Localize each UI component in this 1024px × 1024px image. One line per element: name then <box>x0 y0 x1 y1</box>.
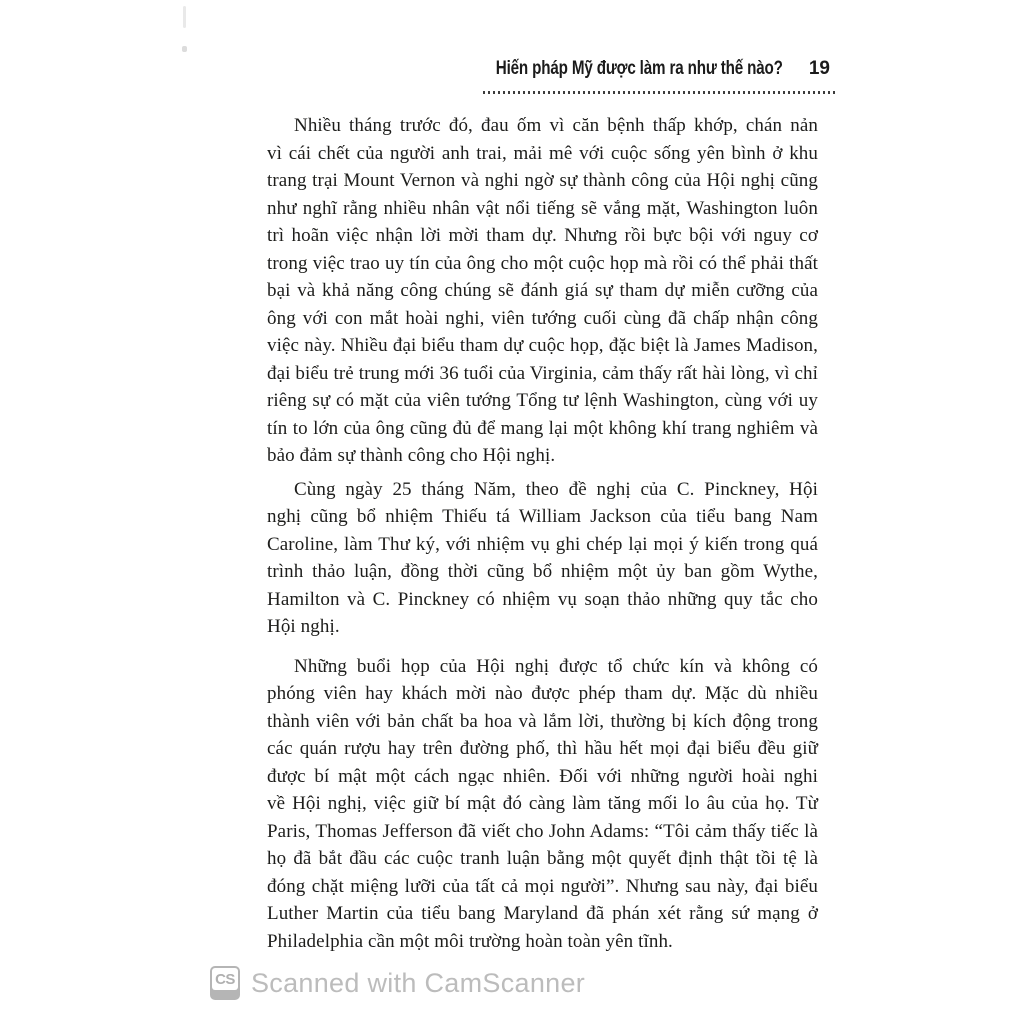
text-line: đại biểu trẻ trung mới 36 tuổi của Virginia, cảm thấy rất hài lòng, vì chỉ <box>267 362 818 384</box>
text-line: Những buổi họp của Hội nghị được tổ chức kín và không có <box>294 655 818 677</box>
text-line: trong việc trao uy tín của ông cho một cuộc họp mà rồi có thể phải thất <box>267 252 818 274</box>
camscanner-label: Scanned with CamScanner <box>251 967 586 998</box>
text-line: Nhiều tháng trước đó, đau ốm vì căn bệnh thấp khớp, chán nản <box>294 115 818 136</box>
text-line: Philadelphia cần một môi trường hoàn toàn yên tĩnh. <box>267 930 673 952</box>
camscanner-logo-text: CS <box>212 968 238 990</box>
text-line: họ đã bắt đầu các cuộc tranh luận bằng một quyết định thật tồi tệ là <box>267 848 818 869</box>
chapter-title: Hiến pháp Mỹ được làm ra như thế nào? <box>495 58 783 79</box>
text-line: vì cái chết của người anh trai, mải mê với cuộc sống yên bình ở khu <box>267 142 818 164</box>
text-line: riêng sự có mặt của viên tướng Tổng tư lệnh Washington, cùng với uy <box>267 390 818 411</box>
dotted-rule <box>483 91 835 94</box>
scan-artifact <box>183 6 186 28</box>
paragraph <box>267 476 818 641</box>
camscanner-watermark <box>210 966 585 1000</box>
text-line: Cùng ngày 25 tháng Năm, theo đề nghị của C. Pinckney, Hội <box>294 478 818 500</box>
paragraph <box>267 112 818 470</box>
page-number: 19 <box>808 58 830 79</box>
text-line: trình thảo luận, đồng thời cũng bổ nhiệm một ủy ban gồm Wythe, <box>267 561 818 582</box>
text-line: bảo đảm sự thành công cho Hội nghị. <box>267 445 556 466</box>
text-line: việc này. Nhiều đại biểu tham dự cuộc họp, đặc biệt là James Madison, <box>267 335 818 356</box>
text-line: về Hội nghị, việc giữ bí mật đó càng làm tăng mối lo âu của họ. Từ <box>267 793 818 814</box>
text-line: Paris, Thomas Jefferson đã viết cho John Adams: “Tôi cảm thấy tiếc là <box>267 820 818 842</box>
text-line: thành viên với bản chất ba hoa và lắm lời, thường bị kích động trong <box>267 710 818 732</box>
text-line: Luther Martin của tiểu bang Maryland đã phán xét rằng sứ mạng ở <box>267 903 818 924</box>
running-head <box>424 58 830 80</box>
text-line: ông với con mắt hoài nghi, viên tướng cuối cùng đã chấp nhận công <box>267 307 818 329</box>
text-line: đóng chặt miệng lưỡi của tất cả mọi người”. Nhưng sau này, đại biểu <box>267 875 818 897</box>
text-line: Hamilton và C. Pinckney có nhiệm vụ soạn thảo những quy tắc cho <box>267 588 818 610</box>
text-block <box>267 112 818 955</box>
text-line: Hội nghị. <box>267 616 340 637</box>
text-line: trang trại Mount Vernon và nghi ngờ sự thành công của Hội nghị cũng <box>267 170 818 191</box>
text-line: như nghĩ rằng nhiều nhân vật nổi tiếng sẽ vắng mặt, Washington luôn <box>267 197 818 219</box>
scan-artifact <box>182 46 187 52</box>
camscanner-logo-icon <box>210 966 240 1000</box>
text-line: các quán rượu hay trên đường phố, thì hầu hết mọi đại biểu đều giữ <box>267 738 818 759</box>
text-line: tín to lớn của ông cũng đủ để mang lại một không khí trang nghiêm và <box>267 417 818 439</box>
text-line: Caroline, làm Thư ký, với nhiệm vụ ghi chép lại mọi ý kiến trong quá <box>267 533 818 555</box>
text-line: phóng viên hay khách mời nào được phép tham dự. Mặc dù nhiều <box>267 683 818 704</box>
text-line: được bí mật một cách ngạc nhiên. Đối với những người hoài nghi <box>267 765 818 787</box>
text-line: nghị cũng bổ nhiệm Thiếu tá William Jackson của tiểu bang Nam <box>267 506 818 527</box>
text-line: trì hoãn việc nhận lời mời tham dự. Nhưng rồi bực bội với nguy cơ <box>267 225 818 246</box>
paragraph <box>267 653 818 956</box>
text-line: bại và khả năng công chúng sẽ đánh giá sự tham dự miễn cưỡng của <box>267 280 818 301</box>
